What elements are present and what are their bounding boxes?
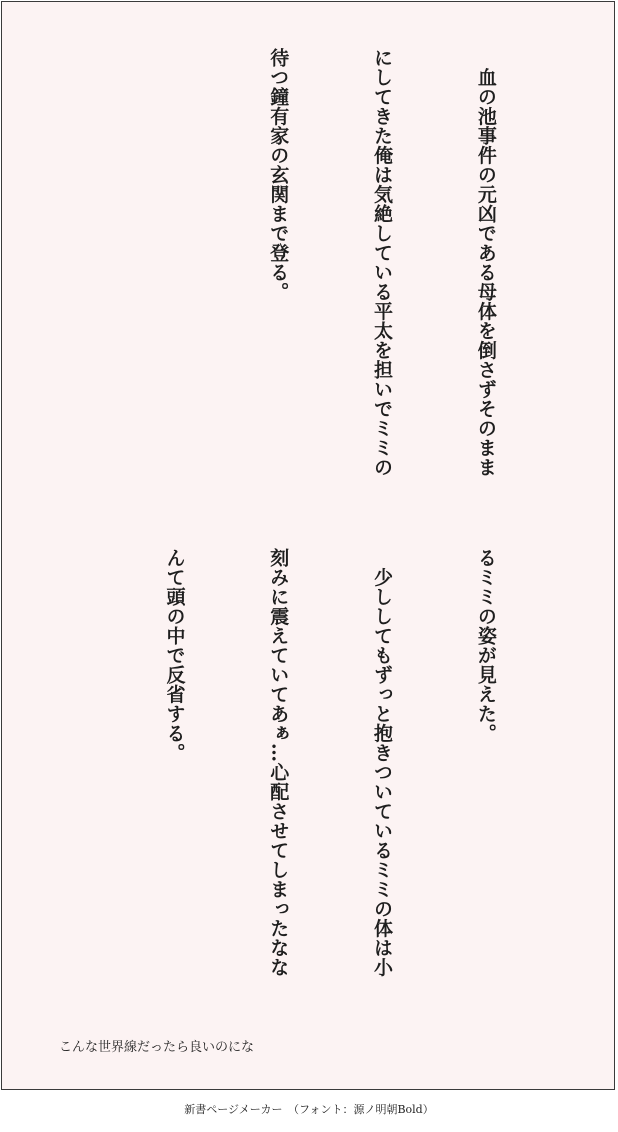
blank-line [157,48,192,528]
blank-line [53,48,88,528]
text-line: 待つ鐘有家の玄関まで登る。 [267,48,290,302]
text-line: んて頭の中で反省する。 [163,548,186,763]
novel-page [1,1,615,1090]
page-caption: 新書ページメーカー （フォント：源ノ明朝Bold） [184,1103,434,1116]
text-line: るミミの姿が見えた。 [474,548,497,743]
blank-line [53,548,88,1028]
text-line: にしてきた俺は気絶している平太を担いでミミの [371,48,394,477]
footer-note: こんな世界線だったら良いのにな [59,1040,255,1055]
text-line: 少ししてもずっと抱きついているミミの体は小 [371,548,394,977]
text-block-bottom [62,548,572,1028]
text-block-top [62,48,572,528]
text-line: 血の池事件の元凶である母体を倒さずそのまま [474,48,497,477]
text-line: 刻みに震えていてあぁ…心配させてしまったなな [267,548,290,977]
